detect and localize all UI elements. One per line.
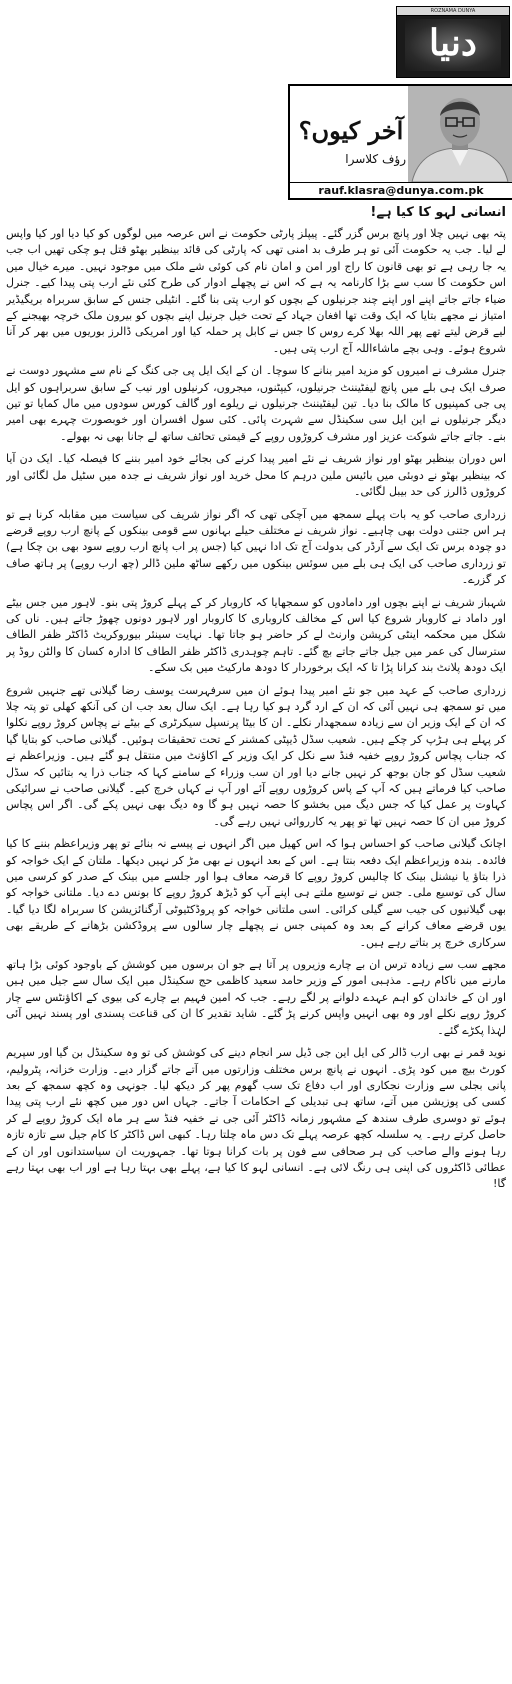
article-paragraph: مجھے سب سے زیادہ ترس ان بے چارے وزیروں پر آتا ہے جو ان برسوں میں کوشش کے باوجود کوئی بڑا ہاتھ مارنے میں ناکام رہے۔ مذہبی امور کے وزیر حامد سعید کاظمی حج سکینڈل میں ایک سال سے جیل میں ہیں اور ان کے خاندان کو اہم عہدے دلوانے پر لگے رہے۔ جب کہ امین فہیم بے چارے کی بیوی کے اکاؤنٹس سے چار کروڑ روپے نکلے اور وہ بھی انہیں واپس کرنے پڑ گئے۔ شاید تقدیر کا ان کی قناعت پسندی اور پسند نہیں آئی لہٰذا پکڑے گئے۔ <box>6 958 506 1037</box>
column-header <box>288 84 512 200</box>
article-paragraph: اچانک گیلانی صاحب کو احساس ہوا کہ اس کھیل میں اگر انہوں نے پیسے نہ بنائے تو پھر وزیراعظم بننے کا کیا فائدہ۔ بندہ وزیراعظم ایک دفعہ بنتا ہے۔ اس کے بعد انہوں نے بھی مڑ کر نہیں دیکھا۔ ملتان کے ایک خواجہ کو ذرا بتاؤ یا نیشنل بینک کا چالیس کروڑ روپے کا قرضہ معاف ہوا اور جلسے میں بینک کے صدر کو کرسی میں سال کی توسیع ملی۔ جس نے توسیع ملتے ہی اپنے آپ کو ڈیڑھ کروڑ روپے کا بونس دے دیا۔ ملتانی خواجہ کو بھی گیلانیوں کی جیب سے گیلی کرائی۔ اسی ملتانی خواجہ کو پروڈکٹیوٹی آرگنائزیشن کا سربراہ لگا دیا گیا۔ یوں قرضے معاف کرانے کے بعد وہ کمپنی جس نے پچھلے چار سالوں سے پروڈکشن بڑھانے کے طریقے بھی سرکاری خرچ پر بتاتے رہے ہیں۔ <box>6 837 506 949</box>
article-paragraph: زرداری صاحب کو یہ بات پہلے سمجھ میں آچکی تھی کہ اگر نواز شریف کی سیاست میں مقابلہ کرنا ہے تو ہر اس جتنی دولت بھی چاہیے۔ نواز شریف نے مختلف حیلے بہانوں سے قومی بینکوں کے پانچ ارب روپے قرضے دو چودہ برس تک ایک سے آرڈر کی بدولت آج تک ادا نہیں کیا (جس پر اب پانچ ارب روپے سود بھی بن چکا ہے) تو زرداری صاحب کی ایک ہی بلے میں سوئس بینکوں میں رکھے ساٹھ ملین ڈالر (چھ ارب روپے) پر ہاتھ صاف کر گزرے۔ <box>6 507 506 587</box>
author-photo <box>408 86 512 182</box>
article-paragraph: زرداری صاحب کے عہد میں جو نئے امیر پیدا ہوئے ان میں سرفہرست یوسف رضا گیلانی تھے جنہیں شروع میں تو سمجھ ہی نہیں آئی کہ ان کے ارد گرد ہو کیا رہا ہے۔ ایک سال بعد جب ان کی آنکھ کھلی تو پتہ چلا کہ ان کے ایک وزیر ان سے زیادہ سمجھدار نکلے۔ ان کا بیٹا پرنسپل سیکرٹری کے بیٹے نے پچاس کروڑ روپے نکلوا کر پہلے ہی ہڑپ کر چکے ہیں۔ شعیب سڈل ڈیپٹی کمشنر کے تحت تحقیقات ہوئیں۔ گیلانی صاحب کو بتایا گیا کہ جناب پچاس کروڑ روپے خفیہ فنڈ سے نکل کر ایک وزیر کے اکاؤنٹ میں منتقل ہو گئے ہیں۔ وزیراعظم نے شعیب سڈل کو جان بوجھ کر نہیں جانے دیا اور ان سب وزراء کے سامنے کہا کہ جناب ذرا یہ بتائیں کہ سڈل صاحب کیا فرماتے ہیں کہ آپ کے پاس کروڑوں روپے آئے اور آپ نے کہاں خرچ کیے۔ گیلانی صاحب نے سرائیکی کہاوت پر عمل کیا کہ جس دیگ میں بخشو کا حصہ نہیں ہو گا وہ دیگ بھی نہیں پکے گی۔ اگر اس پچاس کروڑ میں ان کا حصہ نہیں تھا تو پھر یہ کارروائی نہیں رہے گی۔ <box>6 683 506 828</box>
article-paragraph: شہباز شریف نے اپنے بچوں اور دامادوں کو سمجھایا کہ کاروبار کر کے پہلے کروڑ پتی بنو۔ لاہور میں جس بیٹے اور داماد نے کاروبار شروع کیا اس کے مخالف کاروباری کا کاروبار اور لاہور دونوں چھوڑ جاتے ہیں۔ ناں کی شکل میں محکمہ اینٹی کرپشن وارنٹ لے کر حاضر ہو جاتا تھا۔ نہایت سینئر بیوروکریٹ ڈاکٹر ظفر الطاف سترسال کی عمر میں جیل جاتے جاتے بچ گئے۔ تاہم چوہدری ڈاکٹر ظفر الطاف کا ادارہ کسان کا والٹن روڈ پر ایک دودھ پلانٹ بند کرانا پڑا تا کہ ایک برخوردار کا دودھ مارکیٹ میں بک سکے۔ <box>6 595 506 675</box>
article-paragraph: اس دوران بینظیر بھٹو اور نواز شریف نے نئے امیر پیدا کرنے کی بجائے خود امیر بننے کا فیصلہ کیا۔ ایک دن آیا کہ بینظیر بھٹو نے دوبئی میں بائیس ملین درہم کا محل خرید اور نواز شریف نے جدہ میں سٹیل مل لگائی اور کروڑوں ڈالرز کی حد بیبل لگائی۔ <box>6 452 506 499</box>
masthead-strip: ROZNAMA DUNYA <box>397 7 509 16</box>
newspaper-logo <box>396 6 510 78</box>
author-email: rauf.klasra@dunya.com.pk <box>290 182 512 198</box>
article-paragraph: نوید قمر نے بھی ارب ڈالر کی ایل این جی ڈیل سر انجام دینے کی کوشش کی تو وہ سکینڈل بن گیا اور سپریم کورٹ بیچ میں کود پڑی۔ انہوں نے پانچ برس مختلف وزارتوں میں آتے جاتے گزار دیے۔ وزارت خزانہ، پٹرولیم، پانی بجلی سے وزارت نجکاری اور اب دفاع تک سب گھوم پھر کر دیکھ لیا۔ جونہی وہ کچھ سمجھ کے بعد کسی کی پوزیشن میں آتے، ساتھ ہی تبدیلی کے احکامات آ جاتے۔ جہاں اس دور میں کچھ نئے ارب پتی پیدا ہوئے تو دوسری طرف سندھ کے مشہور زمانہ ڈاکٹر آئی جی نے خفیہ فنڈ سے ہر ماہ ایک کروڑ روپے لے کر حاصل کرتے رہے۔ یہ سلسلہ کچھ عرصہ پہلے تک دس ماہ چلتا رہا۔ کبھی اس ڈاکٹر کا کام جیل سے تازہ تازہ رہا ہونے والے صاحب کی ہر صحافی سے فون پر بات کرانا ہوتا تھا۔ جمہوریت ان سیاستدانوں اور ان کے عطائی ڈاکٹروں کی اپنی ہی رنگ لائی ہے۔ انسانی لہو کا کیا ہے، پہلے بھی بہتا رہا ہے اور اب بھی بہتا رہے گا! <box>6 1046 506 1191</box>
article-body <box>6 204 506 1680</box>
logo-text: دنیا <box>429 22 477 64</box>
column-title: آخر کیوں؟ <box>298 116 404 145</box>
article-headline: انسانی لہو کا کیا ہے! <box>370 205 506 220</box>
article-paragraph: پتہ بھی نہیں چلا اور پانچ برس گزر گئے۔ پیپلز پارٹی حکومت نے اس عرصہ میں لوگوں کو کیا دیا اور کیا واپس لے لیا۔ جب یہ حکومت آئی تو ہر طرف بد امنی تھی کہ پارٹی کی قائد بینظیر بھٹو قتل ہو چکی تھیں اب جب یہ جا رہی ہے تو بھی قانون کا راج اور امن و امان نام کی کوئی شے ملک میں موجود نہیں۔ میرے خیال میں اس حکومت کا سب سے بڑا کارنامہ یہ ہے کہ اس نے پچھلے ادوار کی طرح کئی نئے ارب پتی پیدا کیے۔ جنرل ضیاء جاتے جاتے اپنے اور اپنے چند جرنیلوں کے بچوں کو ارب پتی بنا گئے۔ انٹیلی جنس کے سابق سربراہ بریگیڈیر امتیاز نے مجھے بتایا کہ ایک وقت تھا افغان جہاد کے تحت خیل جرنیل اپنے بچوں کو بیرون ملک خرچہ بھیجنے کے لیے قرض لیتے تھے پھر اللہ بھلا کرے روس کا جس نے کابل پر حملہ کیا اور امریکی ڈالرز بوریوں میں بھر کر آنا شروع ہوئے۔ وہی بچے ماشاءاللہ آج ارب پتی ہیں۔ <box>6 227 506 355</box>
article-paragraph: جنرل مشرف نے امیروں کو مزید امیر بنانے کا سوچا۔ ان کے ایک ایل پی جی کنگ کے نام سے مشہور دوست نے صرف ایک ہی بلے میں پانچ لیفٹیننٹ جرنیلوں، کیپٹنوں، میجروں، کرنیلوں اور نیب کے سابق سربراہوں کو ایل پی جی کمپنیوں کا مالک بنا دیا۔ تین لیفٹیننٹ جرنیلوں نے ریلوے اور گالف کورس سودوں میں مال کمایا تو تین دیگر جرنیلوں نے این ایل سی سکینڈل سے شہرت پائی۔ کئی سول افسران اور خوبصورت چہرے بھی امیر بنے۔ جاتے جاتے شوکت عزیز اور مشرف کروڑوں روپے کے قیمتی تحائف ساتھ لے جانا بھی نہ بھولے۔ <box>6 364 506 443</box>
author-photo-icon <box>408 86 512 182</box>
column-author: رؤف کلاسرا <box>345 152 406 166</box>
